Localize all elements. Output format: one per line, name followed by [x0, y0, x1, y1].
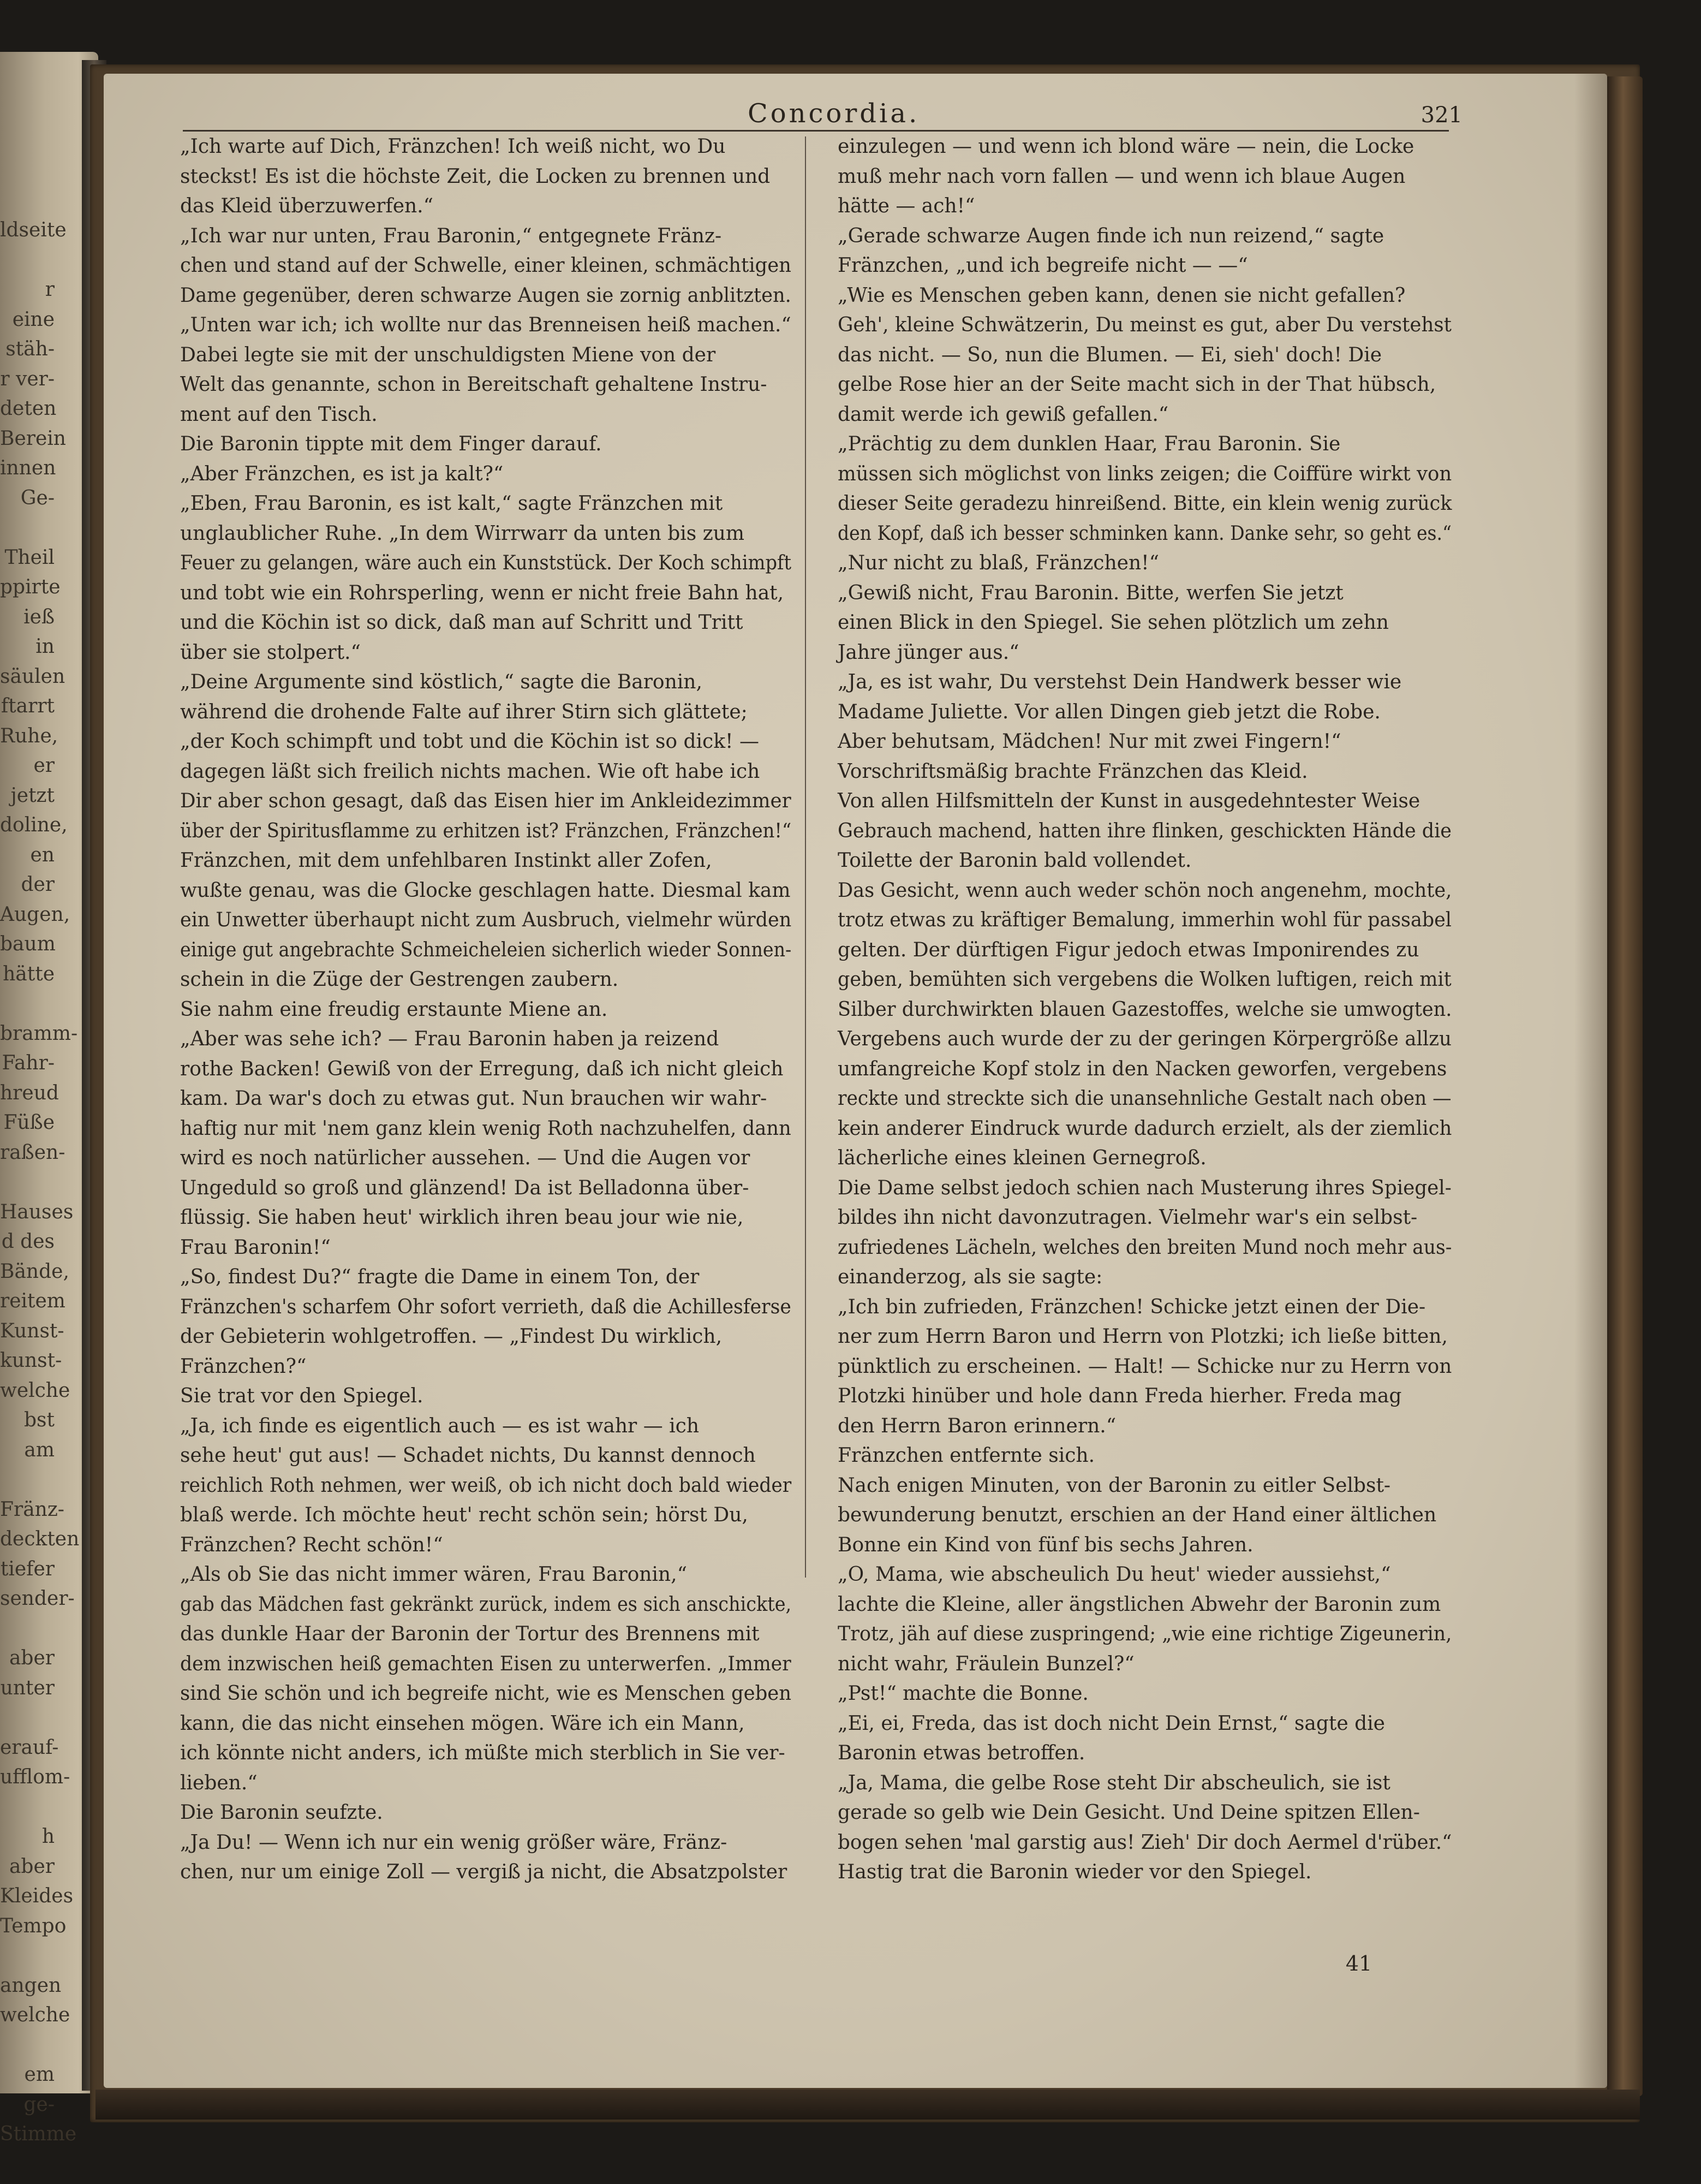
- facing-page-fragment: reitem: [0, 1290, 65, 1312]
- facing-page-fragment: [0, 1614, 55, 1644]
- text-line: wird es noch natürlicher aussehen. — Und die Augen vor: [180, 1147, 750, 1169]
- facing-page-fragment: Kleides: [0, 1885, 74, 1907]
- text-line: „Deine Argumente sind köstlich,“ sagte die Baronin,: [180, 671, 702, 693]
- facing-page-fragment: ftarrt: [1, 695, 55, 717]
- facing-page-fragment: hätte: [3, 962, 55, 985]
- facing-page-fragment: Augen,: [0, 903, 70, 926]
- facing-page-fragment: deten: [0, 397, 57, 420]
- facing-page-fragment: [0, 989, 55, 1019]
- text-line: kein anderer Eindruck wurde dadurch erzielt, als der ziemlich: [838, 1117, 1452, 1140]
- facing-page-fragment: er jetzt: [10, 754, 55, 807]
- facing-page-fragment: en der: [21, 843, 55, 896]
- facing-page-fragment: tiefer: [0, 1557, 55, 1580]
- text-line: Aber behutsam, Mädchen! Nur mit zwei Fingern!“: [838, 730, 1341, 753]
- facing-page-fragment: Bände,: [0, 1260, 69, 1283]
- text-line: hätte — ach!“: [838, 195, 975, 217]
- text-line: Frau Baronin!“: [180, 1236, 331, 1259]
- text-line: unglaublicher Ruhe. „In dem Wirrwarr da unten bis zum: [180, 522, 744, 545]
- facing-page-fragment: [0, 1465, 55, 1495]
- text-line: den Kopf, daß ich besser schminken kann. Danke sehr, so geht es.“: [838, 522, 1452, 545]
- text-line: Vorschriftsmäßig brachte Fränzchen das Kleid.: [838, 760, 1308, 783]
- facing-page-fragment: [0, 2031, 55, 2061]
- text-line: „Ich bin zufrieden, Fränzchen! Schicke jetzt einen der Die-: [838, 1295, 1426, 1318]
- text-line: Fränzchen? Recht schön!“: [180, 1533, 443, 1556]
- facing-page-fragment: Berein: [0, 427, 66, 450]
- text-line: Ungeduld so groß und glänzend! Da ist Belladonna über-: [180, 1176, 749, 1199]
- text-line: Das Gesicht, wenn auch weder schön noch angenehm, mochte,: [838, 879, 1452, 902]
- facing-page-fragment: sender-: [0, 1587, 75, 1610]
- text-line: bogen sehen 'mal garstig aus! Zieh' Dir doch Aermel d'rüber.“: [838, 1831, 1452, 1854]
- text-line: Die Dame selbst jedoch schien nach Musterung ihres Spiegel-: [838, 1176, 1452, 1199]
- text-line: Madame Juliette. Vor allen Dingen gieb jetzt die Robe.: [838, 700, 1381, 723]
- facing-page-fragment: welche: [0, 2004, 70, 2026]
- text-line: Dabei legte sie mit der unschuldigsten Miene von der: [180, 343, 716, 366]
- facing-page-fragment: doline,: [0, 814, 68, 836]
- text-line: Fränzchen, mit dem unfehlbaren Instinkt aller Zofen,: [180, 849, 712, 872]
- text-line: „So, findest Du?“ fragte die Dame in einem Ton, der: [180, 1266, 700, 1288]
- facing-page-fragment: [0, 513, 55, 543]
- text-line: chen, nur um einige Zoll — vergiß ja nicht, die Absatzpolster: [180, 1861, 787, 1883]
- page-edge: [1607, 76, 1643, 2096]
- text-line: „Ja, es ist wahr, Du verstehst Dein Handwerk besser wie: [838, 671, 1402, 693]
- facing-page-fragment: r eine: [12, 278, 55, 331]
- text-line: Sie nahm eine freudig erstaunte Miene an.: [180, 998, 608, 1021]
- facing-page-fragment: säulen: [0, 665, 65, 688]
- text-line: Sie trat vor den Spiegel.: [180, 1385, 423, 1407]
- text-line: Plotzki hinüber und hole dann Freda hierher. Freda mag: [838, 1385, 1402, 1407]
- text-line: lachte die Kleine, aller ängstlichen Abwehr der Baronin zum: [838, 1593, 1441, 1616]
- text-line: kam. Da war's doch zu etwas gut. Nun brauchen wir wahr-: [180, 1087, 767, 1110]
- facing-page-fragment: bst am: [24, 1409, 55, 1461]
- text-line: „Ei, ei, Freda, das ist doch nicht Dein Ernst,“ sagte die: [838, 1712, 1385, 1735]
- text-line: Hastig trat die Baronin wieder vor den Spiegel.: [838, 1861, 1312, 1883]
- text-line: Fränzchen?“: [180, 1355, 307, 1378]
- facing-page-fragment: [0, 1793, 55, 1823]
- facing-page-fragment: Stimme: [0, 2123, 77, 2145]
- text-line: „Wie es Menschen geben kann, denen sie nicht gefallen?: [838, 284, 1406, 307]
- facing-page-fragment: Kunst-: [0, 1319, 64, 1342]
- text-line: Bonne ein Kind von fünf bis sechs Jahren.: [838, 1533, 1254, 1556]
- text-line: gelten. Der dürftigen Figur jedoch etwas Imponirendes zu: [838, 938, 1419, 961]
- facing-page-fragment: Füße: [3, 1111, 55, 1134]
- text-line: wußte genau, was die Glocke geschlagen hatte. Diesmal kam: [180, 879, 791, 902]
- facing-page-fragment: unter: [0, 1676, 55, 1699]
- text-line: „Ja, ich finde es eigentlich auch — es ist wahr — ich: [180, 1414, 700, 1437]
- text-line: Nach enigen Minuten, von der Baronin zu eitler Selbst-: [838, 1474, 1391, 1497]
- facing-page-fragment: Tempo: [0, 1914, 67, 1937]
- text-line: muß mehr nach vorn fallen — und wenn ich blaue Augen: [838, 165, 1406, 188]
- text-line: blaß werde. Ich möchte heut' recht schön sein; hörst Du,: [180, 1504, 748, 1526]
- text-line: „Gewiß nicht, Frau Baronin. Bitte, werfen Sie jetzt: [838, 581, 1344, 604]
- facing-page-fragment: r ver-: [0, 367, 55, 390]
- text-line: sehe heut' gut aus! — Schadet nichts, Du kannst dennoch: [180, 1444, 756, 1467]
- facing-page-fragment: Hauses: [0, 1200, 74, 1223]
- text-line: „der Koch schimpft und tobt und die Köchin ist so dick! —: [180, 730, 759, 753]
- text-line: Die Baronin seufzte.: [180, 1801, 383, 1824]
- text-line: Feuer zu gelangen, wäre auch ein Kunststück. Der Koch schimpft: [180, 552, 792, 574]
- text-line: lächerliche eines kleinen Gernegroß.: [838, 1147, 1207, 1169]
- text-line: „Unten war ich; ich wollte nur das Brenneisen heiß machen.“: [180, 314, 791, 336]
- facing-page-fragment: bramm-: [0, 1022, 78, 1045]
- text-line: lieben.“: [180, 1771, 258, 1794]
- facing-page-fragment: raßen-: [0, 1141, 65, 1164]
- facing-page-fragment: erauf-: [0, 1736, 59, 1759]
- facing-page-fragment: Fränz-: [0, 1498, 64, 1521]
- running-header-title: Concordia.: [748, 98, 920, 129]
- text-line: Gebrauch machend, hatten ihre flinken, geschickten Hände die: [838, 819, 1452, 842]
- text-line: „Eben, Frau Baronin, es ist kalt,“ sagte Fränzchen mit: [180, 492, 723, 515]
- text-line: gerade so gelb wie Dein Gesicht. Und Deine spitzen Ellen-: [838, 1801, 1420, 1824]
- text-line: einzulegen — und wenn ich blond wäre — nein, die Locke: [838, 135, 1414, 158]
- column-divider: [805, 136, 806, 1578]
- text-line: „Nur nicht zu blaß, Fränzchen!“: [838, 552, 1160, 574]
- text-column-right: [838, 132, 1452, 1888]
- text-column-left: [180, 132, 791, 1888]
- text-line: sind Sie schön und ich begreife nicht, wie es Menschen geben: [180, 1682, 792, 1705]
- facing-page-fragment: deckten: [0, 1528, 80, 1550]
- text-line: ich könnte nicht anders, ich müßte mich sterblich in Sie ver-: [180, 1742, 785, 1764]
- facing-page-fragment: [0, 1703, 55, 1733]
- facing-page-fragment: hreud: [0, 1081, 59, 1104]
- text-line: schein in die Züge der Gestrengen zaubern.: [180, 968, 619, 991]
- text-line: und tobt wie ein Rohrsperling, wenn er nicht freie Bahn hat,: [180, 581, 784, 604]
- facing-page-text-fragments: [0, 216, 80, 2150]
- text-line: Dame gegenüber, deren schwarze Augen sie zornig anblitzten.: [180, 284, 791, 307]
- text-line: reckte und streckte sich die unansehnliche Gestalt nach oben —: [838, 1087, 1452, 1110]
- text-line: „Ja Du! — Wenn ich nur ein wenig größer wäre, Fränz-: [180, 1831, 727, 1854]
- text-line: reichlich Roth nehmen, wer weiß, ob ich nicht doch bald wieder: [180, 1474, 792, 1497]
- text-line: pünktlich zu erscheinen. — Halt! — Schicke nur zu Herrn von: [838, 1355, 1452, 1378]
- text-line: „Pst!“ machte die Bonne.: [838, 1682, 1089, 1705]
- text-line: dagegen läßt sich freilich nichts machen. Wie oft habe ich: [180, 760, 760, 783]
- text-line: Baronin etwas betroffen.: [838, 1742, 1085, 1764]
- facing-page-fragment: [0, 1168, 55, 1198]
- text-line: gab das Mädchen fast gekränkt zurück, indem es sich anschickte,: [180, 1593, 792, 1616]
- text-line: kann, die das nicht einsehen mögen. Wäre ich ein Mann,: [180, 1712, 745, 1735]
- facing-page-fragment: [0, 1941, 55, 1971]
- text-line: „Ich warte auf Dich, Fränzchen! Ich weiß nicht, wo Du: [180, 135, 726, 158]
- text-line: dem inzwischen heiß gemachten Eisen zu unterwerfen. „Immer: [180, 1652, 791, 1675]
- text-line: zufriedenes Lächeln, welches den breiten Mund noch mehr aus-: [838, 1236, 1452, 1259]
- text-line: bildes ihn nicht davonzutragen. Vielmehr war's ein selbst-: [838, 1206, 1418, 1229]
- text-line: nicht wahr, Fräulein Bunzel?“: [838, 1652, 1135, 1675]
- text-line: Fränzchen, „und ich begreife nicht — —“: [838, 254, 1248, 277]
- text-line: rothe Backen! Gewiß von der Erregung, daß ich nicht gleich: [180, 1057, 784, 1080]
- facing-page-fragment: kunst-: [0, 1349, 62, 1372]
- facing-page-fragment: ieß in: [23, 605, 55, 658]
- signature-mark: 41: [1345, 1951, 1372, 1975]
- text-line: umfangreiche Kopf stolz in den Nacken geworfen, vergebens: [838, 1057, 1447, 1080]
- text-line: „Aber Fränzchen, es ist ja kalt?“: [180, 462, 504, 485]
- text-line: „Als ob Sie das nicht immer wären, Frau Baronin,“: [180, 1563, 687, 1586]
- facing-page-fragment: stäh-: [5, 338, 55, 360]
- book-bottom-edge: [96, 2090, 1640, 2120]
- text-line: und die Köchin ist so dick, daß man auf Schritt und Tritt: [180, 611, 743, 634]
- text-line: müssen sich möglichst von links zeigen; die Coiffüre wirkt von: [838, 462, 1452, 485]
- text-line: dieser Seite geradezu hinreißend. Bitte, ein klein wenig zurück: [838, 492, 1452, 515]
- text-line: Geh', kleine Schwätzerin, Du meinst es gut, aber Du verstehst: [838, 314, 1452, 336]
- text-line: haftig nur mit 'nem ganz klein wenig Roth nachzuhelfen, dann: [180, 1117, 791, 1140]
- text-line: Fränzchen entfernte sich.: [838, 1444, 1095, 1467]
- facing-page-fragment: [0, 246, 55, 276]
- facing-page-fragment: d des: [1, 1230, 55, 1253]
- text-line: „Prächtig zu dem dunklen Haar, Frau Baronin. Sie: [838, 433, 1341, 455]
- text-line: über sie stolpert.“: [180, 641, 361, 664]
- text-line: trotz etwas zu kräftiger Bemalung, immerhin wohl für passabel: [838, 909, 1452, 931]
- facing-page-fragment: welche: [0, 1379, 70, 1402]
- text-line: geben, bemühten sich vergebens die Wolken luftigen, reich mit: [838, 968, 1452, 991]
- text-line: „Ja, Mama, die gelbe Rose steht Dir abscheulich, sie ist: [838, 1771, 1390, 1794]
- facing-page-fragment: ldseite: [0, 219, 67, 241]
- text-line: „Gerade schwarze Augen finde ich nun reizend,“ sagte: [838, 224, 1384, 247]
- text-line: einen Blick in den Spiegel. Sie sehen plötzlich um zehn: [838, 611, 1389, 634]
- facing-page-fragment: ufflom-: [0, 1766, 70, 1788]
- text-line: einige gut angebrachte Schmeicheleien sicherlich wieder Sonnen-: [180, 938, 792, 961]
- text-line: Vergebens auch wurde der zu der geringen Körpergröße allzu: [838, 1028, 1452, 1050]
- text-line: Toilette der Baronin bald vollendet.: [838, 849, 1192, 872]
- facing-page-fragment: Ge-: [20, 486, 55, 509]
- facing-page-fragment: ppirte: [0, 576, 61, 598]
- header-rule: [183, 130, 1449, 132]
- text-line: ment auf den Tisch.: [180, 403, 378, 426]
- text-line: Welt das genannte, schon in Bereitschaft gehaltene Instru-: [180, 373, 767, 396]
- text-line: das Kleid überzuwerfen.“: [180, 195, 434, 217]
- text-line: ein Unwetter überhaupt nicht zum Ausbruch, vielmehr würden: [180, 909, 792, 931]
- facing-page-fragment: aber: [9, 1647, 55, 1669]
- text-line: einanderzog, als sie sagte:: [838, 1266, 1103, 1288]
- text-line: Jahre jünger aus.“: [838, 641, 1019, 664]
- facing-page-fragment: baum: [0, 933, 56, 955]
- text-line: bewunderung benutzt, erschien an der Hand einer ältlichen: [838, 1504, 1437, 1526]
- text-line: gelbe Rose hier an der Seite macht sich in der That hübsch,: [838, 373, 1436, 396]
- text-line: Die Baronin tippte mit dem Finger darauf.: [180, 433, 602, 455]
- text-line: ner zum Herrn Baron und Herrn von Plotzki; ich ließe bitten,: [838, 1325, 1448, 1348]
- facing-page-fragment: Theil: [4, 546, 55, 569]
- text-line: flüssig. Sie haben heut' wirklich ihren beau jour wie nie,: [180, 1206, 744, 1229]
- page-number: 321: [1421, 103, 1463, 128]
- text-line: Fränzchen's scharfem Ohr sofort verrieth, daß die Achillesferse: [180, 1295, 791, 1318]
- text-line: während die drohende Falte auf ihrer Stirn sich glättete;: [180, 700, 748, 723]
- text-line: Von allen Hilfsmitteln der Kunst in ausgedehntester Weise: [838, 790, 1421, 812]
- text-line: chen und stand auf der Schwelle, einer kleinen, schmächtigen: [180, 254, 791, 277]
- text-line: der Gebieterin wohlgetroffen. — „Findest Du wirklich,: [180, 1325, 723, 1348]
- text-line: „Aber was sehe ich? — Frau Baronin haben ja reizend: [180, 1028, 719, 1050]
- text-line: damit werde ich gewiß gefallen.“: [838, 403, 1169, 426]
- facing-page-fragment: em ge-: [23, 2063, 55, 2116]
- text-line: steckst! Es ist die höchste Zeit, die Locken zu brennen und: [180, 165, 771, 188]
- text-line: den Herrn Baron erinnern.“: [838, 1414, 1117, 1437]
- text-line: Dir aber schon gesagt, daß das Eisen hier im Ankleidezimmer: [180, 790, 791, 812]
- text-line: Trotz, jäh auf diese zuspringend; „wie eine richtige Zigeunerin,: [838, 1623, 1452, 1645]
- text-line: „O, Mama, wie abscheulich Du heut' wieder aussiehst,“: [838, 1563, 1391, 1586]
- text-line: über der Spiritusflamme zu erhitzen ist? Fränzchen, Fränzchen!“: [180, 819, 792, 842]
- facing-page-fragment: Fahr-: [2, 1052, 55, 1074]
- page-shadow: [1574, 74, 1607, 2088]
- facing-page-fragment: Ruhe,: [0, 724, 58, 747]
- text-line: das nicht. — So, nun die Blumen. — Ei, sieh' doch! Die: [838, 343, 1382, 366]
- facing-page-fragment: angen: [0, 1974, 62, 1997]
- text-line: „Ich war nur unten, Frau Baronin,“ entgegnete Fränz-: [180, 224, 722, 247]
- facing-page-fragment: h aber: [9, 1825, 55, 1878]
- facing-page-fragment: innen: [0, 457, 56, 479]
- text-line: Silber durchwirkten blauen Gazestoffes, welche sie umwogten.: [838, 998, 1452, 1021]
- text-line: das dunkle Haar der Baronin der Tortur des Brennens mit: [180, 1623, 760, 1645]
